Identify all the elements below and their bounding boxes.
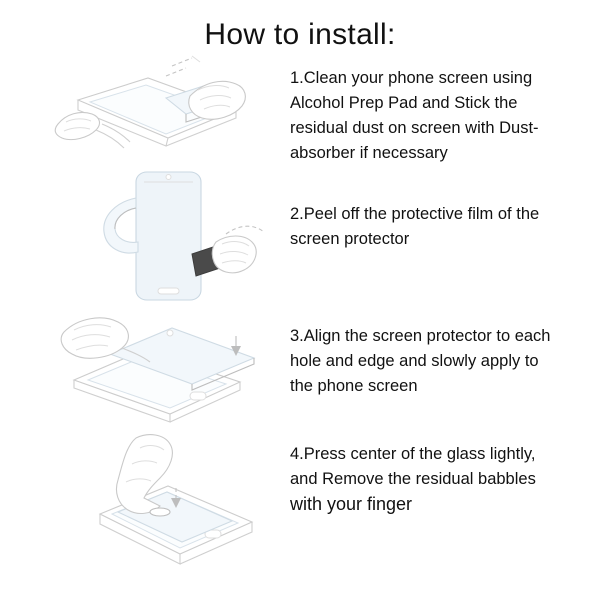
step-4-illustration: [40, 430, 270, 590]
step-1-illustration: [40, 52, 270, 172]
step-3-illustration: [40, 306, 270, 426]
step-4-text: [290, 442, 562, 517]
step-4-text-line-1: 4.Press center of the glass lightly,: [290, 445, 536, 463]
step-2-text: 2.Peel off the protective film of the screen protector: [290, 205, 540, 248]
step-2-illustration: [40, 168, 270, 308]
step-1-text: 1.Clean your phone screen using Alcohol Prep Pad and Stick the residual dust on screen with Dust-absorber if necessary: [290, 69, 539, 162]
page-title: How to install:: [204, 18, 396, 51]
step-3-text: 3.Align the screen protector to each hole and edge and slowly apply to the phone screen: [290, 327, 551, 395]
step-4-text-line-2: and Remove the residual babbles: [290, 470, 536, 488]
step-4-text-line-3: with your finger: [290, 494, 413, 514]
